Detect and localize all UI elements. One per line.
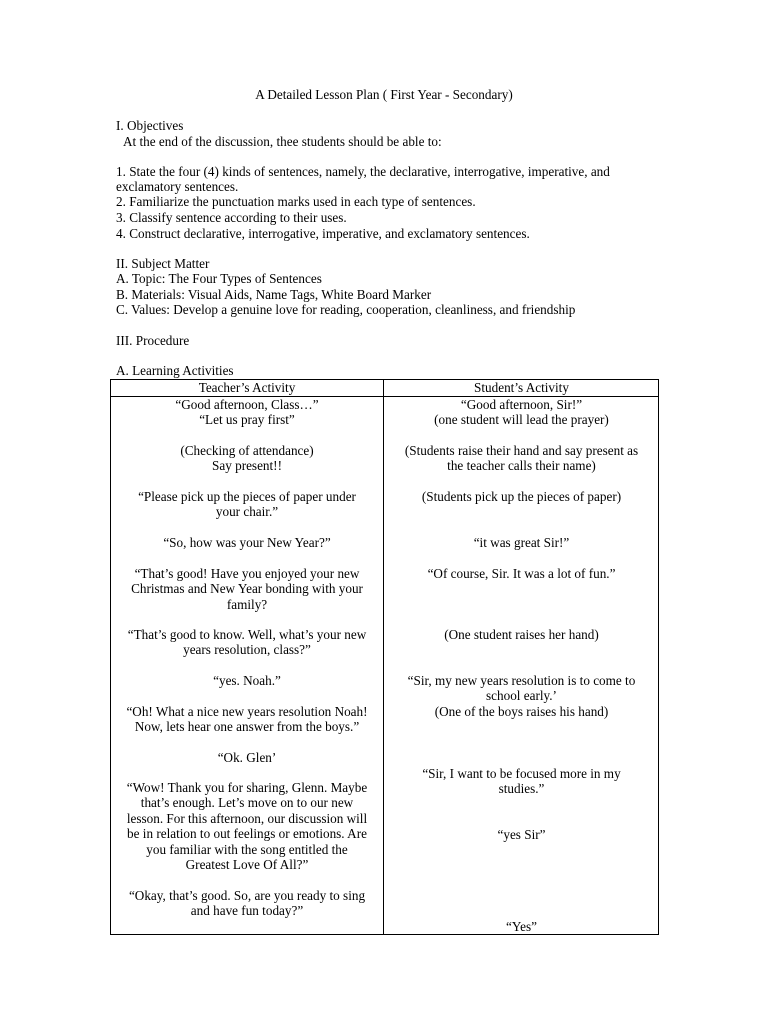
student-activity-cell: (Students raise their hand and say present as the teacher calls their name) xyxy=(404,443,639,474)
subject-matter-materials: B. Materials: Visual Aids, Name Tags, White Board Marker xyxy=(116,287,432,302)
teacher-activity-cell: “That’s good to know. Well, what’s your new years resolution, class?” xyxy=(127,627,367,658)
objective-item: 2. Familiarize the punctuation marks used in each type of sentences. xyxy=(116,194,476,209)
teacher-activity-cell: “Good afternoon, Class…” “Let us pray first” xyxy=(175,397,319,428)
objective-item: 4. Construct declarative, interrogative, imperative, and exclamatory sentences. xyxy=(116,226,530,241)
teacher-activity-cell: “Oh! What a nice new years resolution Noah! Now, lets hear one answer from the boys.” xyxy=(126,704,368,735)
teacher-activity-cell: (Checking of attendance) Say present!! xyxy=(180,443,314,474)
procedure-heading: III. Procedure xyxy=(116,333,190,348)
student-activity-cell: “Good afternoon, Sir!” (one student will lead the prayer) xyxy=(434,397,609,428)
student-activity-cell: “Of course, Sir. It was a lot of fun.” xyxy=(427,566,616,581)
teacher-activity-cell: “Okay, that’s good. So, are you ready to sing and have fun today?” xyxy=(128,888,366,919)
teacher-activity-header: Teacher’s Activity xyxy=(198,380,296,395)
teacher-activity-cell: “So, how was your New Year?” xyxy=(163,535,331,550)
teacher-activity-cell: “That’s good! Have you enjoyed your new Christmas and New Year bonding with your family? xyxy=(131,566,363,612)
teacher-activity-cell: “yes. Noah.” xyxy=(213,673,281,688)
document-title: A Detailed Lesson Plan ( First Year - Secondary) xyxy=(255,87,513,102)
teacher-activity-cell: “Please pick up the pieces of paper under your chair.” xyxy=(138,489,356,520)
objective-item: 1. State the four (4) kinds of sentences, namely, the declarative, interrogative, imperative, and xyxy=(116,164,610,179)
objective-item: 3. Classify sentence according to their uses. xyxy=(116,210,347,225)
student-activity-cell: “Sir, I want to be focused more in my studies.” xyxy=(422,766,621,797)
student-activity-cell: “Yes” xyxy=(506,919,537,934)
subject-matter-topic: A. Topic: The Four Types of Sentences xyxy=(116,271,322,286)
student-activity-header: Student’s Activity xyxy=(474,380,569,395)
subject-matter-values: C. Values: Develop a genuine love for reading, cooperation, cleanliness, and friendship xyxy=(116,302,576,317)
student-activity-cell: “yes Sir” xyxy=(497,827,546,842)
student-activity-cell: “Sir, my new years resolution is to come to school early.’ (One of the boys raises his hand) xyxy=(407,673,636,719)
student-activity-cell: (Students pick up the pieces of paper) xyxy=(421,489,622,504)
learning-activities-heading: A. Learning Activities xyxy=(116,363,234,378)
student-activity-cell: “it was great Sir!” xyxy=(473,535,570,550)
subject-matter-heading: II. Subject Matter xyxy=(116,256,210,271)
objectives-heading: I. Objectives xyxy=(116,118,184,133)
objective-item: exclamatory sentences. xyxy=(116,179,239,194)
activities-table xyxy=(110,379,659,935)
student-activity-cell: (One student raises her hand) xyxy=(444,627,599,642)
teacher-activity-cell: “Wow! Thank you for sharing, Glenn. Maybe that’s enough. Let’s move on to our new lesson. For this afternoon, our discussion will be in relation to out feelings or emotions. Are you familiar with the song entitled the Greatest Love Of All?” xyxy=(126,780,368,873)
objectives-intro: At the end of the discussion, thee students should be able to: xyxy=(123,134,442,149)
teacher-activity-cell: “Ok. Glen’ xyxy=(217,750,277,765)
